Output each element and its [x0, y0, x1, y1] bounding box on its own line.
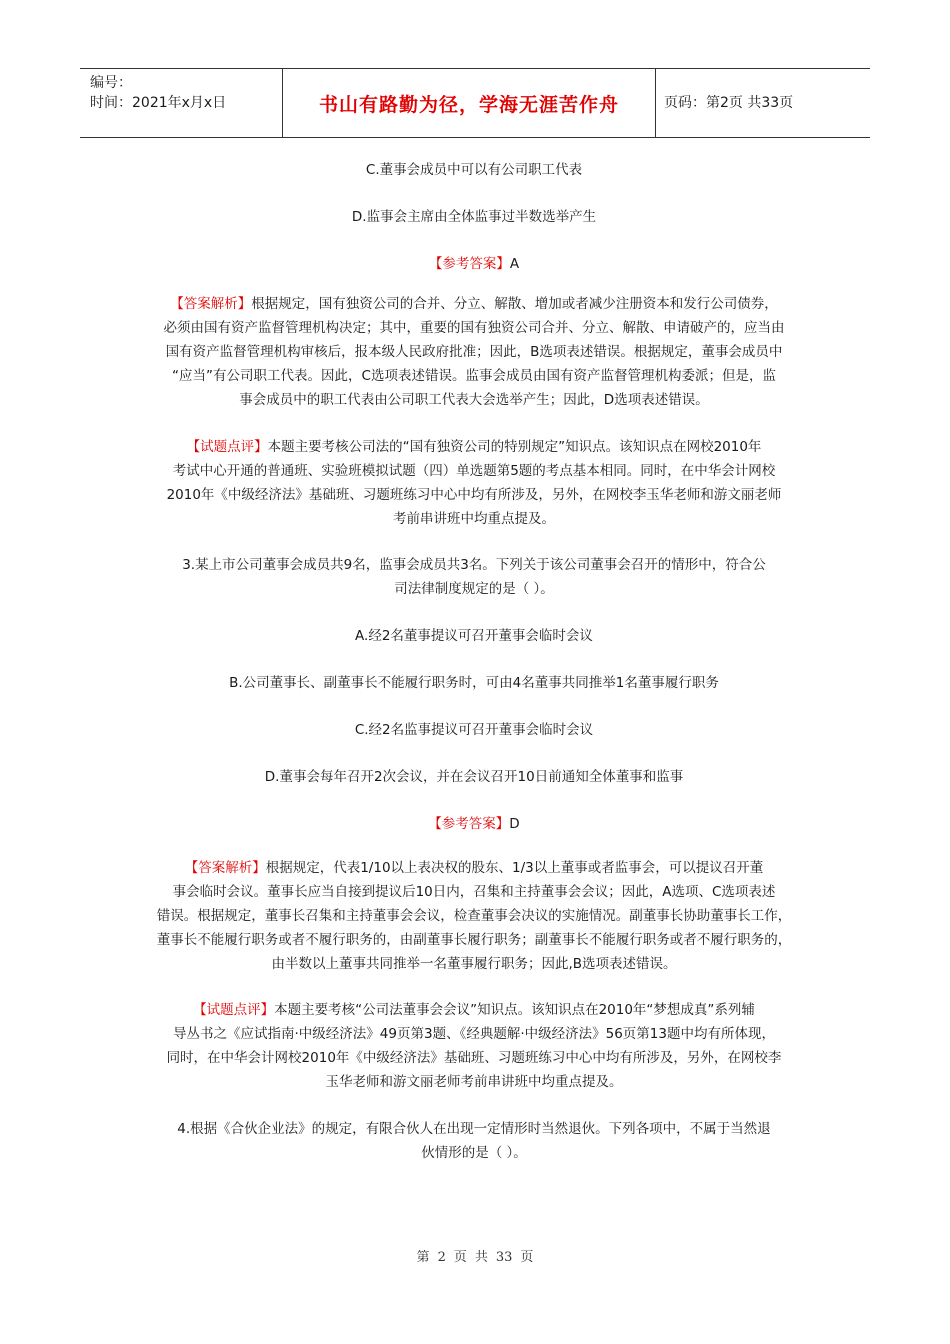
analysis-tag: 【答案解析】	[170, 296, 252, 312]
text-line: 考前串讲班中均重点提及。	[393, 511, 555, 527]
text-line: C.经2名监事提议可召开董事会临时会议	[354, 722, 594, 738]
answer-analysis	[140, 856, 808, 976]
header-page-cell	[656, 69, 870, 137]
comment-tag: 【试题点评】	[193, 1002, 275, 1018]
question-3	[140, 553, 808, 601]
text-line: 3.某上市公司董事会成员共9名，监事会成员共3名。下列关于该公司董事会召开的情形中，符合公	[182, 557, 766, 573]
question-comment	[140, 435, 808, 531]
time-label: 时间：2021年x月x日	[90, 95, 227, 111]
footer-text: 第	[416, 1250, 430, 1265]
text-line: 根据规定，国有独资公司的合并、分立、解散、增加或者减少注册资本和发行公司债券，	[251, 296, 778, 312]
text-line: 伙情形的是（ ）。	[421, 1145, 527, 1161]
answer-value: A	[509, 256, 520, 272]
question-comment	[140, 998, 808, 1094]
answer-value: D	[509, 816, 520, 832]
document-body	[140, 158, 808, 1165]
text-line: 错误。根据规定，董事长召集和主持董事会会议，检查董事会决议的实施情况。副董事长协助董事长工作，	[156, 908, 792, 924]
text-line: 本题主要考核公司法的“国有独资公司的特别规定”知识点。该知识点在网校2010年	[267, 439, 762, 455]
text-line: A.经2名董事提议可召开董事会临时会议	[355, 628, 593, 644]
option-c-line	[140, 158, 808, 182]
header-motto-cell	[283, 69, 656, 137]
text-line: 必须由国有资产监督管理机构决定；其中，重要的国有独资公司合并、分立、解散、申请破产的，应当由	[163, 320, 785, 336]
page-header	[80, 68, 870, 138]
page-footer	[0, 1246, 950, 1265]
answer-analysis	[140, 292, 808, 412]
analysis-tag: 【答案解析】	[184, 860, 266, 876]
text-line: 同时，在中华会计网校2010年《中级经济法》基础班、习题班练习中心中均有所涉及，另外，在网校李	[166, 1050, 782, 1066]
option-d-line	[140, 765, 808, 789]
reference-answer	[140, 812, 808, 836]
text-line: B.公司董事长、副董事长不能履行职务时，可由4名董事共同推举1名董事履行职务	[229, 675, 719, 691]
header-motto: 书山有路勤为径，学海无涯苦作舟	[318, 94, 619, 116]
text-line: C.董事会成员中可以有公司职工代表	[365, 162, 583, 178]
text-line: 考试中心开通的普通班、实验班模拟试题（四）单选题第5题的考点基本相同。同时，在中华会计网校	[172, 463, 776, 479]
text-line: 玉华老师和游文丽老师考前串讲班中均重点提及。	[325, 1074, 623, 1090]
option-c-line	[140, 718, 808, 742]
answer-tag: 【参考答案】	[428, 816, 510, 832]
footer-page-number: 2	[437, 1250, 446, 1265]
question-4	[140, 1117, 808, 1165]
text-line: 事会临时会议。董事长应当自接到提议后10日内，召集和主持董事会会议；因此，A选项、C选项表述	[172, 884, 776, 900]
text-line: 司法律制度规定的是（ ）。	[394, 581, 554, 597]
answer-tag: 【参考答案】	[428, 256, 510, 272]
text-line: D.监事会主席由全体监事过半数选举产生	[351, 209, 597, 225]
text-line: “应当”有公司职工代表。因此，C选项表述错误。监事会成员由国有资产监督管理机构委派；但是，监	[172, 368, 776, 384]
text-line: 导丛书之《应试指南·中级经济法》49页第3题、《经典题解·中级经济法》56页第13题中均有所体现，	[173, 1026, 775, 1042]
text-line: 4.根据《合伙企业法》的规定，有限合伙人在出现一定情形时当然退伙。下列各项中，不属于当然退	[177, 1121, 771, 1137]
text-line: 事会成员中的职工代表由公司职工代表大会选举产生；因此，D选项表述错误。	[239, 392, 709, 408]
text-line: 根据规定，代表1/10以上表决权的股东、1/3以上董事或者监事会，可以提议召开董	[265, 860, 764, 876]
footer-text: 页	[520, 1250, 534, 1265]
text-line: 国有资产监督管理机构审核后，报本级人民政府批准；因此，B选项表述错误。根据规定，董事会成员中	[165, 344, 783, 360]
option-d-line	[140, 205, 808, 229]
comment-tag: 【试题点评】	[186, 439, 268, 455]
option-b-line	[140, 671, 808, 695]
text-line: 由半数以上董事共同推举一名董事履行职务；因此,B选项表述错误。	[271, 956, 677, 972]
text-line: 2010年《中级经济法》基础班、习题班练习中心中均有所涉及，另外，在网校李玉华老师和游文丽老师	[166, 487, 782, 503]
text-line: D.董事会每年召开2次会议，并在会议召开10日前通知全体董事和监事	[264, 769, 684, 785]
reference-answer	[140, 252, 808, 276]
footer-text: 页	[453, 1250, 467, 1265]
footer-page-total: 33	[495, 1250, 513, 1265]
text-line: 本题主要考核“公司法董事会会议”知识点。该知识点在2010年“梦想成真”系列辅	[274, 1002, 755, 1018]
header-page-label: 页码：第2页 共33页	[664, 95, 794, 111]
option-a-line	[140, 624, 808, 648]
header-meta	[80, 69, 283, 137]
number-label: 编号：	[90, 75, 132, 91]
footer-text: 共	[474, 1250, 488, 1265]
text-line: 董事长不能履行职务或者不履行职务的，由副董事长履行职务；副董事长不能履行职务或者不履行职务的，	[156, 932, 792, 948]
